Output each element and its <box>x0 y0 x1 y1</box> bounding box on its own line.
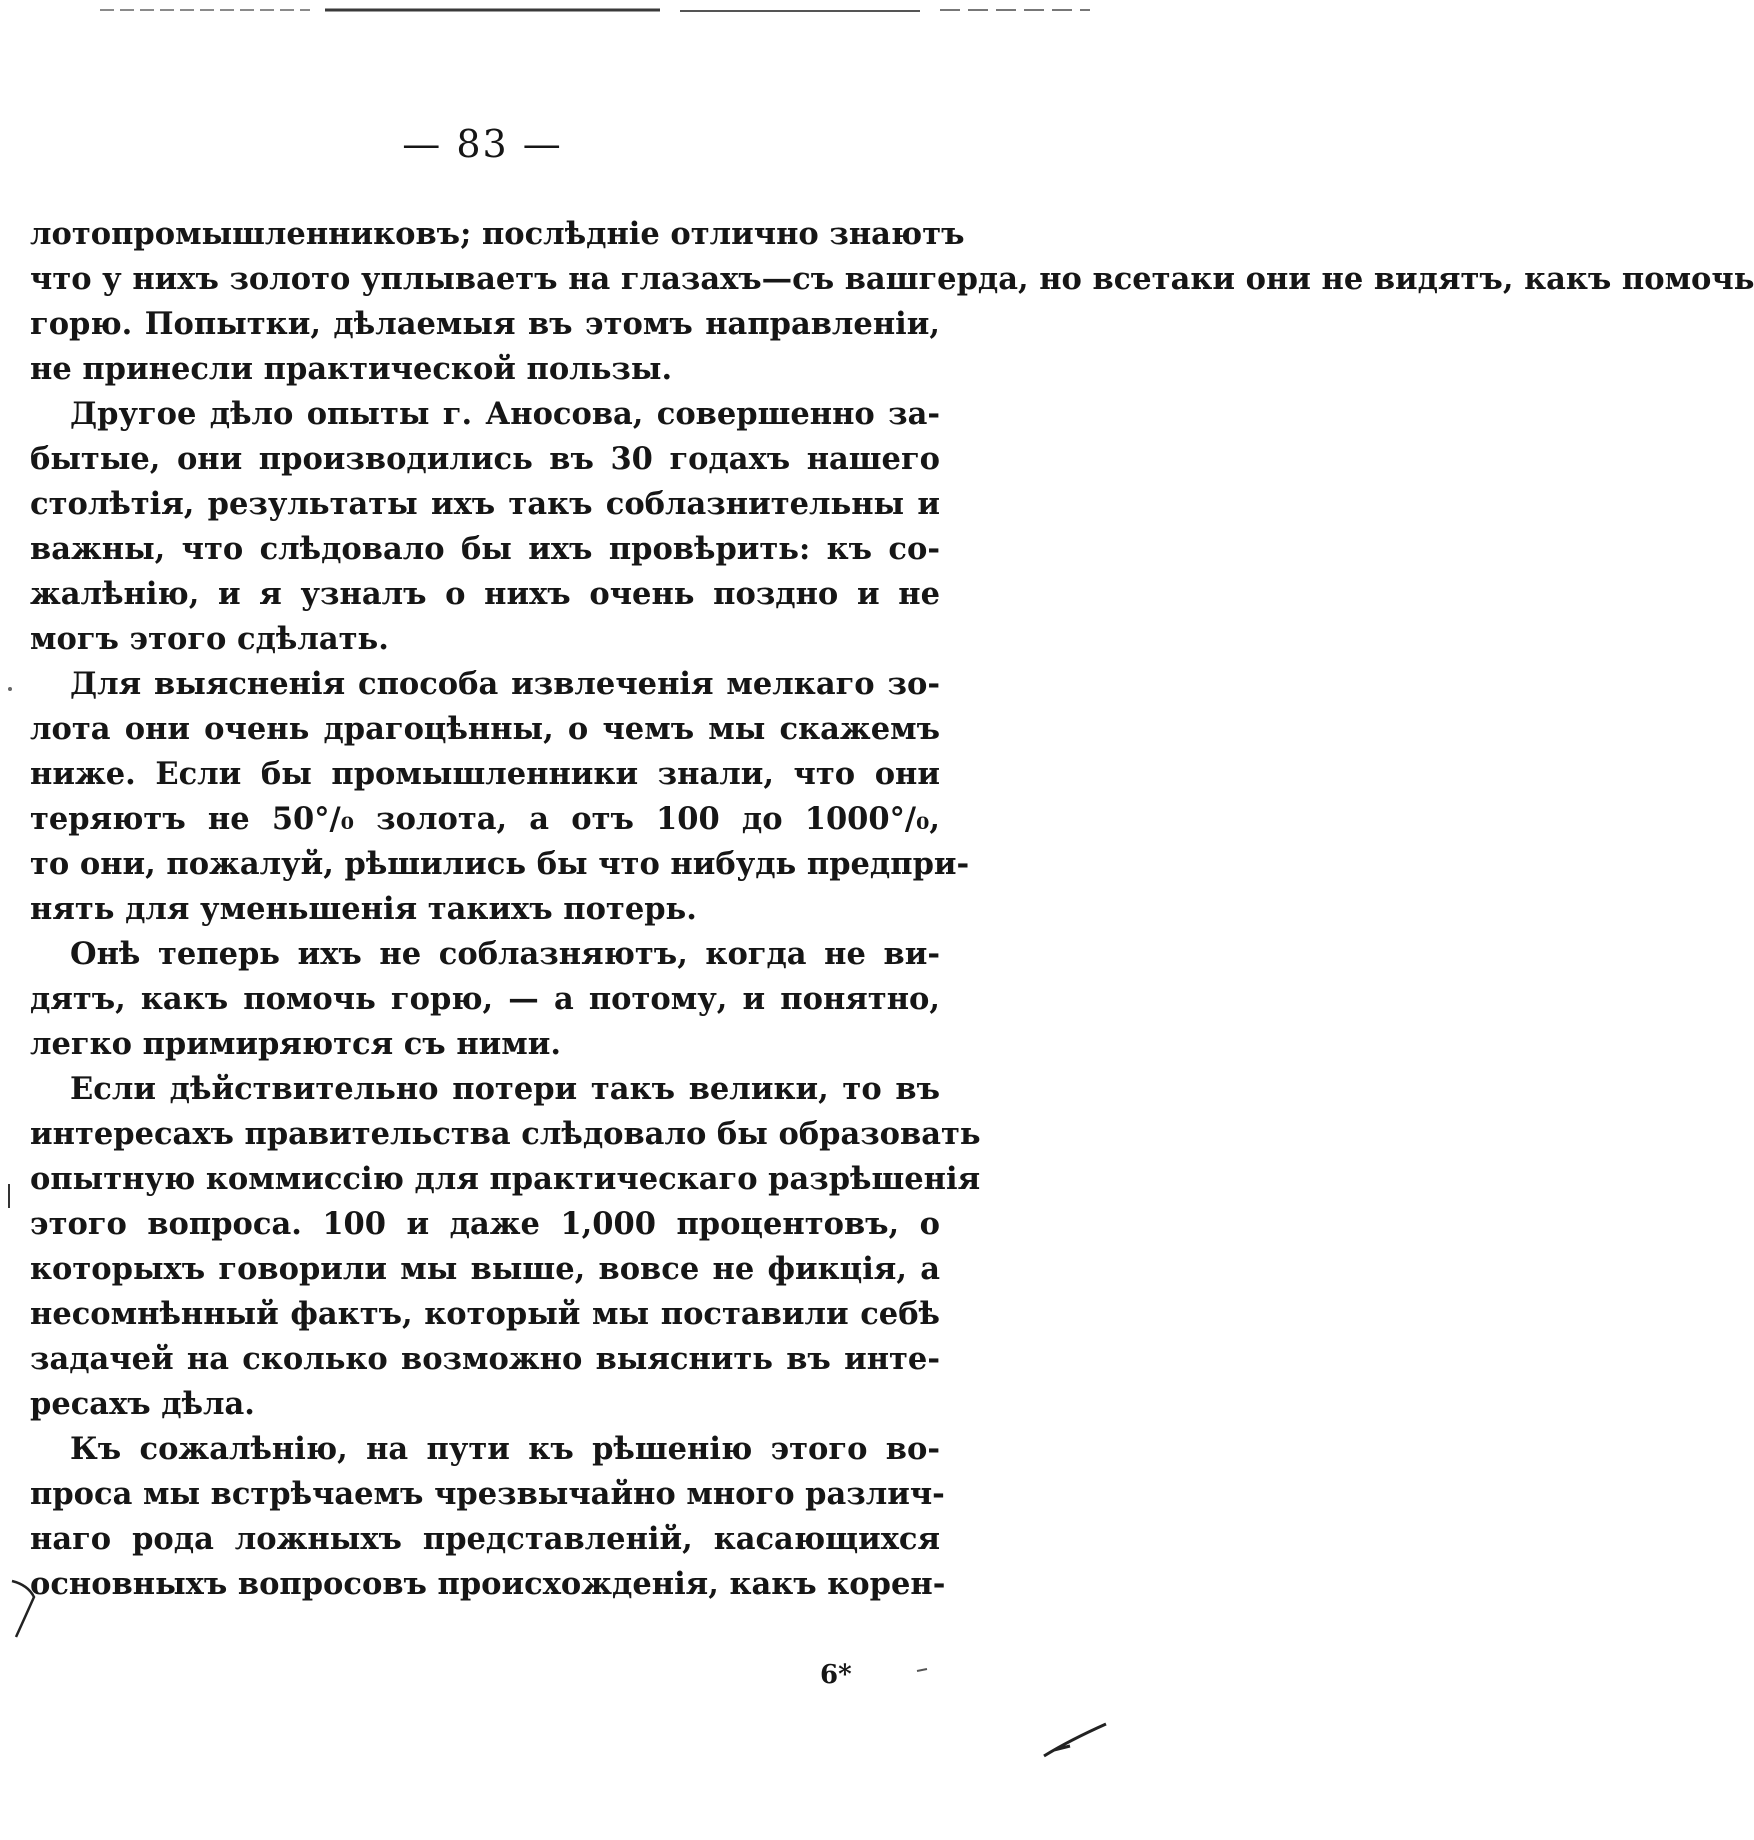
text-line: проса мы встрѣчаемъ чрезвычайно много различ- <box>30 1476 945 1512</box>
text-line: ресахъ дѣла. <box>30 1386 255 1422</box>
text-line: Если дѣйствительно потери такъ велики, то въ <box>70 1071 940 1107</box>
text-line: наго рода ложныхъ представленій, касающихся <box>30 1521 940 1557</box>
text-line: могъ этого сдѣлать. <box>30 621 389 657</box>
text-line: лота они очень драгоцѣнны, о чемъ мы скажемъ <box>30 711 940 747</box>
text-line: Онѣ теперь ихъ не соблазняютъ, когда не ви- <box>70 936 940 972</box>
text-line: лотопромышленниковъ; послѣдніе отлично знаютъ <box>30 216 965 252</box>
margin-tick-mark <box>4 1182 14 1212</box>
paragraph <box>30 1067 981 1427</box>
signature-mark: 6* <box>820 1660 852 1690</box>
paragraph <box>30 932 940 1067</box>
text-line: нять для уменьшенія такихъ потерь. <box>30 891 697 927</box>
text-line: не принесли практической пользы. <box>30 351 673 387</box>
text-line: что у нихъ золото уплываетъ на глазахъ—съ вашгерда, но всетаки они не видятъ, какъ помочь <box>30 261 1754 297</box>
paragraph <box>30 1427 946 1607</box>
text-line: Къ сожалѣнію, на пути къ рѣшенію этого во- <box>70 1431 940 1467</box>
text-line: Другое дѣло опыты г. Аносова, совершенно за- <box>70 396 940 432</box>
margin-bracket-mark <box>8 1575 38 1645</box>
text-line: ниже. Если бы промышленники знали, что они <box>30 756 940 792</box>
text-line: то они, пожалуй, рѣшились бы что нибудь предпри- <box>30 846 970 882</box>
corner-scribble-mark <box>1040 1720 1110 1760</box>
paragraph <box>30 662 970 932</box>
text-line: важны, что слѣдовало бы ихъ провѣрить: къ со- <box>30 531 940 567</box>
text-line: задачей на сколько возможно выяснить въ инте- <box>30 1341 940 1377</box>
scan-speck-mark <box>915 1665 929 1675</box>
body-text <box>30 212 1754 1607</box>
text-line: Для выясненія способа извлеченія мелкаго зо- <box>70 666 940 702</box>
text-line: бытые, они производились въ 30 годахъ нашего <box>30 441 940 477</box>
margin-dot-mark <box>6 685 14 693</box>
paragraph <box>30 392 940 662</box>
text-line: этого вопроса. 100 и даже 1,000 процентовъ, о <box>30 1206 940 1242</box>
text-line: теряютъ не 50°/₀ золота, а отъ 100 до 1000°/₀, <box>30 801 940 837</box>
text-line: столѣтія, результаты ихъ такъ соблазнительны и <box>30 486 940 522</box>
text-line: горю. Попытки, дѣлаемыя въ этомъ направленіи, <box>30 306 940 342</box>
text-line: легко примиряются съ ними. <box>30 1026 561 1062</box>
text-line: интересахъ правительства слѣдовало бы образовать <box>30 1116 981 1152</box>
text-line: дятъ, какъ помочь горю, — а потому, и понятно, <box>30 981 940 1017</box>
text-line: опытную коммиссію для практическаго разрѣшенія <box>30 1161 981 1197</box>
page-number: — 83 — <box>402 122 563 166</box>
top-edge-rule <box>60 6 1100 16</box>
paragraph <box>30 212 1754 392</box>
text-line: несомнѣнный фактъ, который мы поставили себѣ <box>30 1296 940 1332</box>
text-line: жалѣнію, и я узналъ о нихъ очень поздно и не <box>30 576 940 612</box>
text-line: основныхъ вопросовъ происхожденія, какъ корен- <box>30 1566 946 1602</box>
text-line: которыхъ говорили мы выше, вовсе не фикція, а <box>30 1251 940 1287</box>
